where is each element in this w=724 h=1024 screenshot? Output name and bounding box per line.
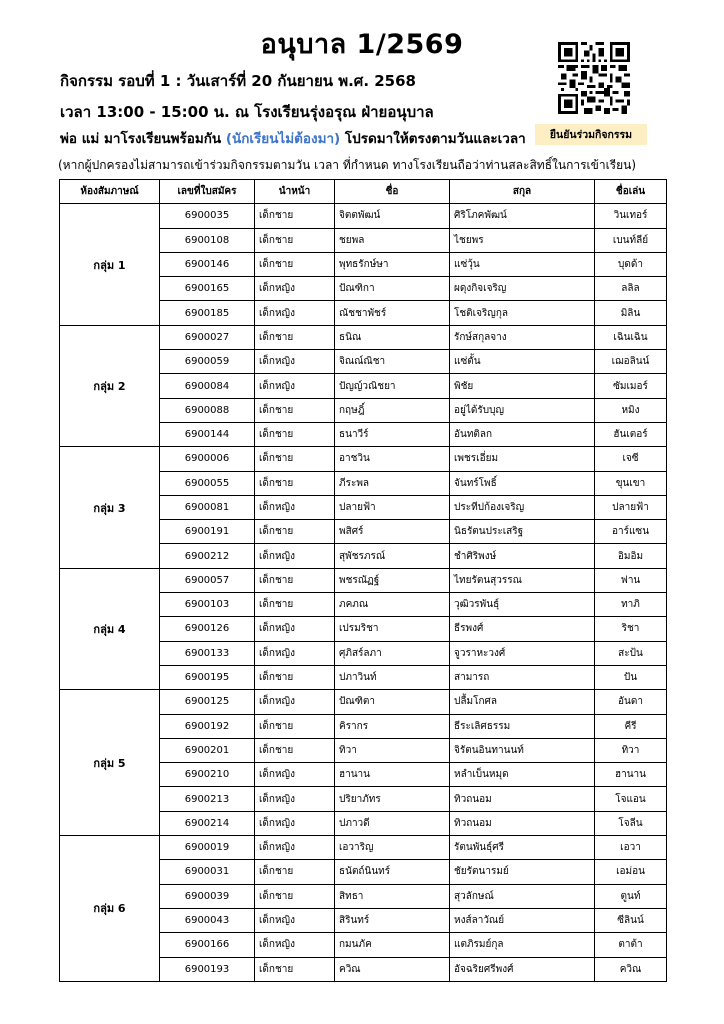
group-label: กลุ่ม 2 [60, 325, 160, 446]
activity-line: กิจกรรม รอบที่ 1 : วันเสาร์ที่ 20 กันยายน พ.ศ. 2568 [60, 72, 416, 90]
confirm-participation-button[interactable]: ยืนยันร่วมกิจกรรม [535, 124, 647, 145]
absence-note: (หากผู้ปกครองไม่สามารถเข้าร่วมกิจกรรมตามวัน เวลา ที่กำหนด ทางโรงเรียนถือว่าท่านสละสิทธิ์ในการเข้าเรียน) [58, 158, 637, 172]
cell-last-name: อยู่ได้รับบุญ [450, 398, 595, 422]
cell-prefix: เด็กชาย [255, 204, 335, 228]
cell-prefix: เด็กชาย [255, 738, 335, 762]
cell-first-name: เอวาริญ [335, 836, 450, 860]
cell-prefix: เด็กชาย [255, 422, 335, 446]
cell-application-no: 6900191 [160, 520, 255, 544]
cell-last-name: พิชัย [450, 374, 595, 398]
cell-first-name: สิทธา [335, 884, 450, 908]
cell-application-no: 6900088 [160, 398, 255, 422]
cell-prefix: เด็กชาย [255, 714, 335, 738]
cell-last-name: แซ่วุ้น [450, 252, 595, 276]
cell-nickname: ฮานาน [595, 763, 667, 787]
cell-first-name: พุทธรักษ์ษา [335, 252, 450, 276]
cell-application-no: 6900195 [160, 665, 255, 689]
cell-prefix: เด็กหญิง [255, 787, 335, 811]
cell-application-no: 6900035 [160, 204, 255, 228]
cell-first-name: ภีระพล [335, 471, 450, 495]
table-row [60, 447, 667, 471]
cell-first-name: ชยพล [335, 228, 450, 252]
cell-prefix: เด็กชาย [255, 447, 335, 471]
cell-last-name: อันทติลก [450, 422, 595, 446]
cell-application-no: 6900084 [160, 374, 255, 398]
cell-prefix: เด็กหญิง [255, 301, 335, 325]
cell-application-no: 6900210 [160, 763, 255, 787]
cell-nickname: ควิณ [595, 957, 667, 981]
cell-prefix: เด็กชาย [255, 593, 335, 617]
cell-first-name: พสิศร์ [335, 520, 450, 544]
header-application-no: เลขที่ใบสมัคร [160, 180, 255, 204]
cell-last-name: แซ่ตั้น [450, 350, 595, 374]
cell-prefix: เด็กหญิง [255, 374, 335, 398]
time-line: เวลา 13:00 - 15:00 น. ณ โรงเรียนรุ่งอรุณ ฝ่ายอนุบาล [60, 103, 434, 121]
cell-application-no: 6900108 [160, 228, 255, 252]
cell-nickname: ขุนเขา [595, 471, 667, 495]
header-last-name: สกุล [450, 180, 595, 204]
cell-prefix: เด็กหญิง [255, 763, 335, 787]
cell-nickname: สะป้น [595, 641, 667, 665]
cell-nickname: โจลีน [595, 811, 667, 835]
cell-application-no: 6900006 [160, 447, 255, 471]
invite-text-2: โปรดมาให้ตรงตามวันและเวลา [340, 131, 526, 147]
cell-last-name: ประทีปก้องเจริญ [450, 495, 595, 519]
cell-application-no: 6900166 [160, 933, 255, 957]
cell-first-name: ปัณฑิกา [335, 277, 450, 301]
cell-last-name: แตภิรมย์กุล [450, 933, 595, 957]
header-room: ห้องสัมภาษณ์ [60, 180, 160, 204]
table-body [60, 204, 667, 982]
cell-application-no: 6900125 [160, 690, 255, 714]
cell-last-name: ชัยรัตนารมย์ [450, 860, 595, 884]
cell-prefix: เด็กหญิง [255, 933, 335, 957]
cell-application-no: 6900019 [160, 836, 255, 860]
cell-application-no: 6900126 [160, 617, 255, 641]
cell-first-name: ธนาวีร์ [335, 422, 450, 446]
cell-nickname: ลลิล [595, 277, 667, 301]
cell-prefix: เด็กชาย [255, 471, 335, 495]
cell-application-no: 6900055 [160, 471, 255, 495]
cell-first-name: อาชวิน [335, 447, 450, 471]
cell-first-name: สิรินทร์ [335, 908, 450, 932]
page-title: อนุบาล 1/2569 [260, 29, 464, 60]
cell-last-name: ผดุงกิจเจริญ [450, 277, 595, 301]
cell-last-name: ธีรพงศ์ [450, 617, 595, 641]
cell-nickname: ริชา [595, 617, 667, 641]
cell-first-name: จิตตพัฒน์ [335, 204, 450, 228]
cell-prefix: เด็กชาย [255, 957, 335, 981]
cell-last-name: ศิริโภคพัฒน์ [450, 204, 595, 228]
cell-nickname: เบนท์ลีย์ [595, 228, 667, 252]
cell-nickname: เฌอลินน์ [595, 350, 667, 374]
cell-nickname: ซัมเมอร์ [595, 374, 667, 398]
cell-last-name: โชติเจริญกุล [450, 301, 595, 325]
cell-last-name: ทิวถนอม [450, 811, 595, 835]
cell-application-no: 6900165 [160, 277, 255, 301]
cell-prefix: เด็กหญิง [255, 495, 335, 519]
cell-first-name: ปภาวดี [335, 811, 450, 835]
cell-last-name: ไทยรัตนสุวรรณ [450, 568, 595, 592]
cell-application-no: 6900081 [160, 495, 255, 519]
cell-last-name: ชำศิริพงษ์ [450, 544, 595, 568]
cell-prefix: เด็กหญิง [255, 544, 335, 568]
cell-application-no: 6900214 [160, 811, 255, 835]
group-label: กลุ่ม 1 [60, 204, 160, 325]
cell-last-name: อัจฉริยศรีพงศ์ [450, 957, 595, 981]
cell-last-name: หลำเบ็นหมุด [450, 763, 595, 787]
cell-last-name: หงส์ลาวัณย์ [450, 908, 595, 932]
cell-nickname: ฮันเตอร์ [595, 422, 667, 446]
cell-prefix: เด็กชาย [255, 568, 335, 592]
cell-prefix: เด็กชาย [255, 398, 335, 422]
cell-first-name: เปรมริชา [335, 617, 450, 641]
cell-first-name: พชรณัฏฐ์ [335, 568, 450, 592]
cell-last-name: ไชยพร [450, 228, 595, 252]
cell-nickname: เอวา [595, 836, 667, 860]
cell-nickname: ซีลินน์ [595, 908, 667, 932]
cell-prefix: เด็กหญิง [255, 690, 335, 714]
cell-first-name: ปัญญ์วณิชยา [335, 374, 450, 398]
cell-last-name: รัตนพันธุ์ศรี [450, 836, 595, 860]
cell-application-no: 6900133 [160, 641, 255, 665]
cell-last-name: จิรัตนอินทานนท์ [450, 738, 595, 762]
table-row [60, 325, 667, 349]
group-label: กลุ่ม 5 [60, 690, 160, 836]
cell-prefix: เด็กหญิง [255, 277, 335, 301]
table-row [60, 690, 667, 714]
cell-application-no: 6900146 [160, 252, 255, 276]
cell-nickname: ปลายฟ้า [595, 495, 667, 519]
invite-highlight: (นักเรียนไม่ต้องมา) [225, 131, 341, 147]
cell-application-no: 6900039 [160, 884, 255, 908]
cell-nickname: โจแอน [595, 787, 667, 811]
cell-application-no: 6900192 [160, 714, 255, 738]
cell-first-name: ปัณฑิตา [335, 690, 450, 714]
cell-first-name: กฤษฎิ์ [335, 398, 450, 422]
cell-prefix: เด็กหญิง [255, 836, 335, 860]
cell-first-name: ธนิณ [335, 325, 450, 349]
cell-last-name: ธีระเลิศธรรม [450, 714, 595, 738]
cell-last-name: ปลื้มโกศล [450, 690, 595, 714]
cell-application-no: 6900193 [160, 957, 255, 981]
cell-prefix: เด็กชาย [255, 884, 335, 908]
cell-prefix: เด็กหญิง [255, 350, 335, 374]
cell-last-name: รักษ์สกุลจาง [450, 325, 595, 349]
cell-last-name: จันทร์โพธิ์ [450, 471, 595, 495]
cell-prefix: เด็กหญิง [255, 641, 335, 665]
cell-last-name: นิธรัตนประเสริฐ [450, 520, 595, 544]
cell-first-name: ปริยาภัทร [335, 787, 450, 811]
cell-nickname: เอม่อน [595, 860, 667, 884]
cell-first-name: ควิณ [335, 957, 450, 981]
cell-prefix: เด็กชาย [255, 228, 335, 252]
invite-line [60, 127, 526, 149]
table-header-row [60, 180, 667, 204]
cell-nickname: ทาภิ [595, 593, 667, 617]
cell-nickname: อิมอิม [595, 544, 667, 568]
cell-first-name: ณัชชาพัชร์ [335, 301, 450, 325]
cell-application-no: 6900185 [160, 301, 255, 325]
cell-application-no: 6900027 [160, 325, 255, 349]
invite-text-1: พ่อ แม่ มาโรงเรียนพร้อมกัน [60, 131, 226, 147]
cell-last-name: จูวราหะวงศ์ [450, 641, 595, 665]
cell-last-name: สุวลักษณ์ [450, 884, 595, 908]
cell-first-name: ฮานาน [335, 763, 450, 787]
cell-first-name: จิณณ์ณิชา [335, 350, 450, 374]
cell-application-no: 6900057 [160, 568, 255, 592]
cell-nickname: ทิวา [595, 738, 667, 762]
cell-nickname: วินเทอร์ [595, 204, 667, 228]
cell-application-no: 6900212 [160, 544, 255, 568]
group-label: กลุ่ม 3 [60, 447, 160, 568]
cell-first-name: ปลายฟ้า [335, 495, 450, 519]
table-row [60, 204, 667, 228]
cell-nickname: เฉินเฉิน [595, 325, 667, 349]
cell-first-name: ภคภณ [335, 593, 450, 617]
cell-nickname: ฟาน [595, 568, 667, 592]
cell-prefix: เด็กหญิง [255, 908, 335, 932]
cell-nickname: ปัน [595, 665, 667, 689]
cell-last-name: วุฒิวรพันธุ์ [450, 593, 595, 617]
cell-prefix: เด็กชาย [255, 665, 335, 689]
cell-nickname: บุดด้า [595, 252, 667, 276]
cell-last-name: เพชรเอี่ยม [450, 447, 595, 471]
cell-prefix: เด็กชาย [255, 860, 335, 884]
cell-first-name: กมนภัค [335, 933, 450, 957]
group-label: กลุ่ม 6 [60, 836, 160, 982]
cell-first-name: ศุภิสร์ลภา [335, 641, 450, 665]
cell-prefix: เด็กชาย [255, 325, 335, 349]
cell-nickname: มิลิน [595, 301, 667, 325]
header-first-name: ชื่อ [335, 180, 450, 204]
cell-nickname: คีรี [595, 714, 667, 738]
group-label: กลุ่ม 4 [60, 568, 160, 689]
cell-prefix: เด็กหญิง [255, 811, 335, 835]
header-nickname: ชื่อเล่น [595, 180, 667, 204]
cell-first-name: สุพัชรภรณ์ [335, 544, 450, 568]
cell-application-no: 6900043 [160, 908, 255, 932]
cell-nickname: อาร์แซน [595, 520, 667, 544]
cell-first-name: ทิวา [335, 738, 450, 762]
cell-first-name: ธนัตถ์นินทร์ [335, 860, 450, 884]
cell-application-no: 6900059 [160, 350, 255, 374]
cell-first-name: ปภาวินท์ [335, 665, 450, 689]
cell-prefix: เด็กชาย [255, 520, 335, 544]
cell-nickname: เจซี [595, 447, 667, 471]
cell-nickname: ตูนท์ [595, 884, 667, 908]
cell-application-no: 6900213 [160, 787, 255, 811]
cell-application-no: 6900144 [160, 422, 255, 446]
cell-nickname: หมิง [595, 398, 667, 422]
header-prefix: นำหน้า [255, 180, 335, 204]
qr-code-icon[interactable] [558, 42, 630, 114]
cell-prefix: เด็กชาย [255, 252, 335, 276]
cell-application-no: 6900031 [160, 860, 255, 884]
cell-last-name: สามารถ [450, 665, 595, 689]
interview-table [59, 179, 666, 997]
cell-application-no: 6900103 [160, 593, 255, 617]
cell-nickname: ตาต้า [595, 933, 667, 957]
cell-last-name: ทิวถนอม [450, 787, 595, 811]
table-row [60, 568, 667, 592]
cell-application-no: 6900201 [160, 738, 255, 762]
table-row [60, 836, 667, 860]
cell-prefix: เด็กหญิง [255, 617, 335, 641]
cell-nickname: อันดา [595, 690, 667, 714]
cell-first-name: คิรากร [335, 714, 450, 738]
